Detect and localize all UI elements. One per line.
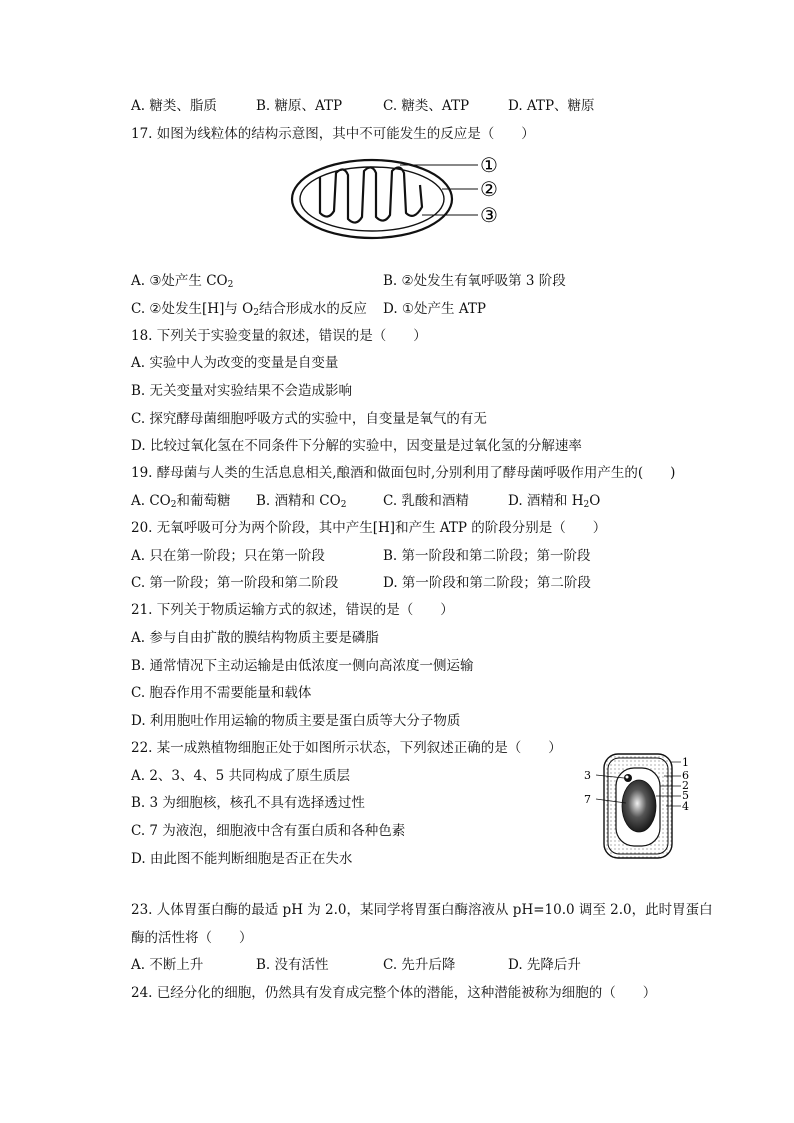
- q21-option-a: A. 参与自由扩散的膜结构物质主要是磷脂: [131, 630, 379, 646]
- q17-option-d: D. ①处产生 ATP: [383, 301, 486, 317]
- mito-label-3: ③: [480, 203, 498, 227]
- q19-option-d: D. 酒精和 $H_2O$: [508, 493, 601, 510]
- q16-option-c: C. 糖类、ATP: [383, 98, 470, 114]
- q23-option-d: D. 先降后升: [508, 957, 581, 973]
- q22-option-a: A. 2、3、4、5 共同构成了原生质层: [131, 768, 350, 784]
- cell-label-1: 1: [682, 756, 689, 769]
- q17-stem: 17. 如图为线粒体的结构示意图，其中不可能发生的反应是（ ）: [131, 126, 535, 142]
- q18-option-a: A. 实验中人为改变的变量是自变量: [131, 355, 339, 371]
- q18-option-d: D. 比较过氧化氢在不同条件下分解的实验中，因变量是过氧化氢的分解速率: [131, 438, 582, 454]
- q18-option-c: C. 探究酵母菌细胞呼吸方式的实验中，自变量是氧气的有无: [131, 411, 487, 427]
- q21-option-b: B. 通常情况下主动运输是由低浓度一侧向高浓度一侧运输: [131, 658, 474, 674]
- cell-label-7: 7: [584, 793, 591, 806]
- cell-label-3: 3: [584, 769, 591, 782]
- mito-label-1: ①: [480, 153, 498, 177]
- q19-option-a: A. $CO_2$和葡萄糖: [131, 493, 231, 510]
- q18-option-b: B. 无关变量对实验结果不会造成影响: [131, 383, 353, 399]
- q16-option-b: B. 糖原、ATP: [256, 98, 343, 114]
- q20-option-b: B. 第一阶段和第二阶段；第一阶段: [383, 548, 591, 564]
- q18-stem: 18. 下列关于实验变量的叙述，错误的是（ ）: [131, 328, 427, 344]
- mitochondria-diagram: [290, 155, 510, 245]
- q23-option-c: C. 先升后降: [383, 957, 456, 973]
- q19-option-b: B. 酒精和 $CO_2$: [256, 493, 347, 510]
- cell-label-4: 4: [682, 800, 689, 813]
- cell-label-2: 2: [682, 779, 689, 792]
- q23-stem-line2: 酶的活性将（ ）: [131, 930, 253, 946]
- mito-label-2: ②: [480, 177, 498, 201]
- q21-option-d: D. 利用胞吐作用运输的物质主要是蛋白质等大分子物质: [131, 713, 461, 729]
- q23-stem-line1: 23. 人体胃蛋白酶的最适 pH 为 2.0，某同学将胃蛋白酶溶液从 pH=10.0 调至 2.0，此时胃蛋白: [131, 902, 713, 918]
- q16-option-a: A. 糖类、脂质: [131, 98, 217, 114]
- q17-option-b: B. ②处发生有氧呼吸第 3 阶段: [383, 273, 566, 289]
- q22-option-d: D. 由此图不能判断细胞是否正在失水: [131, 851, 353, 867]
- q17-option-c: C. ②处发生[H]与 $O_2$结合形成水的反应: [131, 301, 367, 318]
- q22-option-b: B. 3 为细胞核，核孔不具有选择透过性: [131, 795, 365, 811]
- q19-stem: 19. 酵母菌与人类的生活息息相关,酿酒和做面包时,分别利用了酵母菌呼吸作用产生的( ): [131, 465, 676, 481]
- q24-stem: 24. 已经分化的细胞，仍然具有发育成完整个体的潜能，这种潜能被称为细胞的（ ）: [131, 985, 657, 1001]
- q19-option-c: C. 乳酸和酒精: [383, 493, 469, 509]
- q20-option-a: A. 只在第一阶段；只在第一阶段: [131, 548, 325, 564]
- cell-label-5: 5: [682, 789, 689, 802]
- q23-option-b: B. 没有活性: [256, 957, 329, 973]
- q22-option-c: C. 7 为液泡，细胞液中含有蛋白质和各种色素: [131, 823, 406, 839]
- plant-cell-diagram: [582, 748, 692, 863]
- q23-option-a: A. 不断上升: [131, 957, 204, 973]
- cell-label-6: 6: [682, 769, 689, 782]
- q22-stem: 22. 某一成熟植物细胞正处于如图所示状态，下列叙述正确的是（ ）: [131, 740, 562, 756]
- q20-stem: 20. 无氧呼吸可分为两个阶段，其中产生[H]和产生 ATP 的阶段分别是（ ）: [131, 520, 607, 536]
- q21-option-c: C. 胞吞作用不需要能量和载体: [131, 685, 312, 701]
- q17-option-a: A. ③处产生 $CO_2$: [131, 273, 234, 290]
- q16-option-d: D. ATP、糖原: [508, 98, 595, 114]
- q20-option-c: C. 第一阶段；第一阶段和第二阶段: [131, 575, 339, 591]
- q20-option-d: D. 第一阶段和第二阶段；第二阶段: [383, 575, 591, 591]
- q21-stem: 21. 下列关于物质运输方式的叙述，错误的是（ ）: [131, 602, 454, 618]
